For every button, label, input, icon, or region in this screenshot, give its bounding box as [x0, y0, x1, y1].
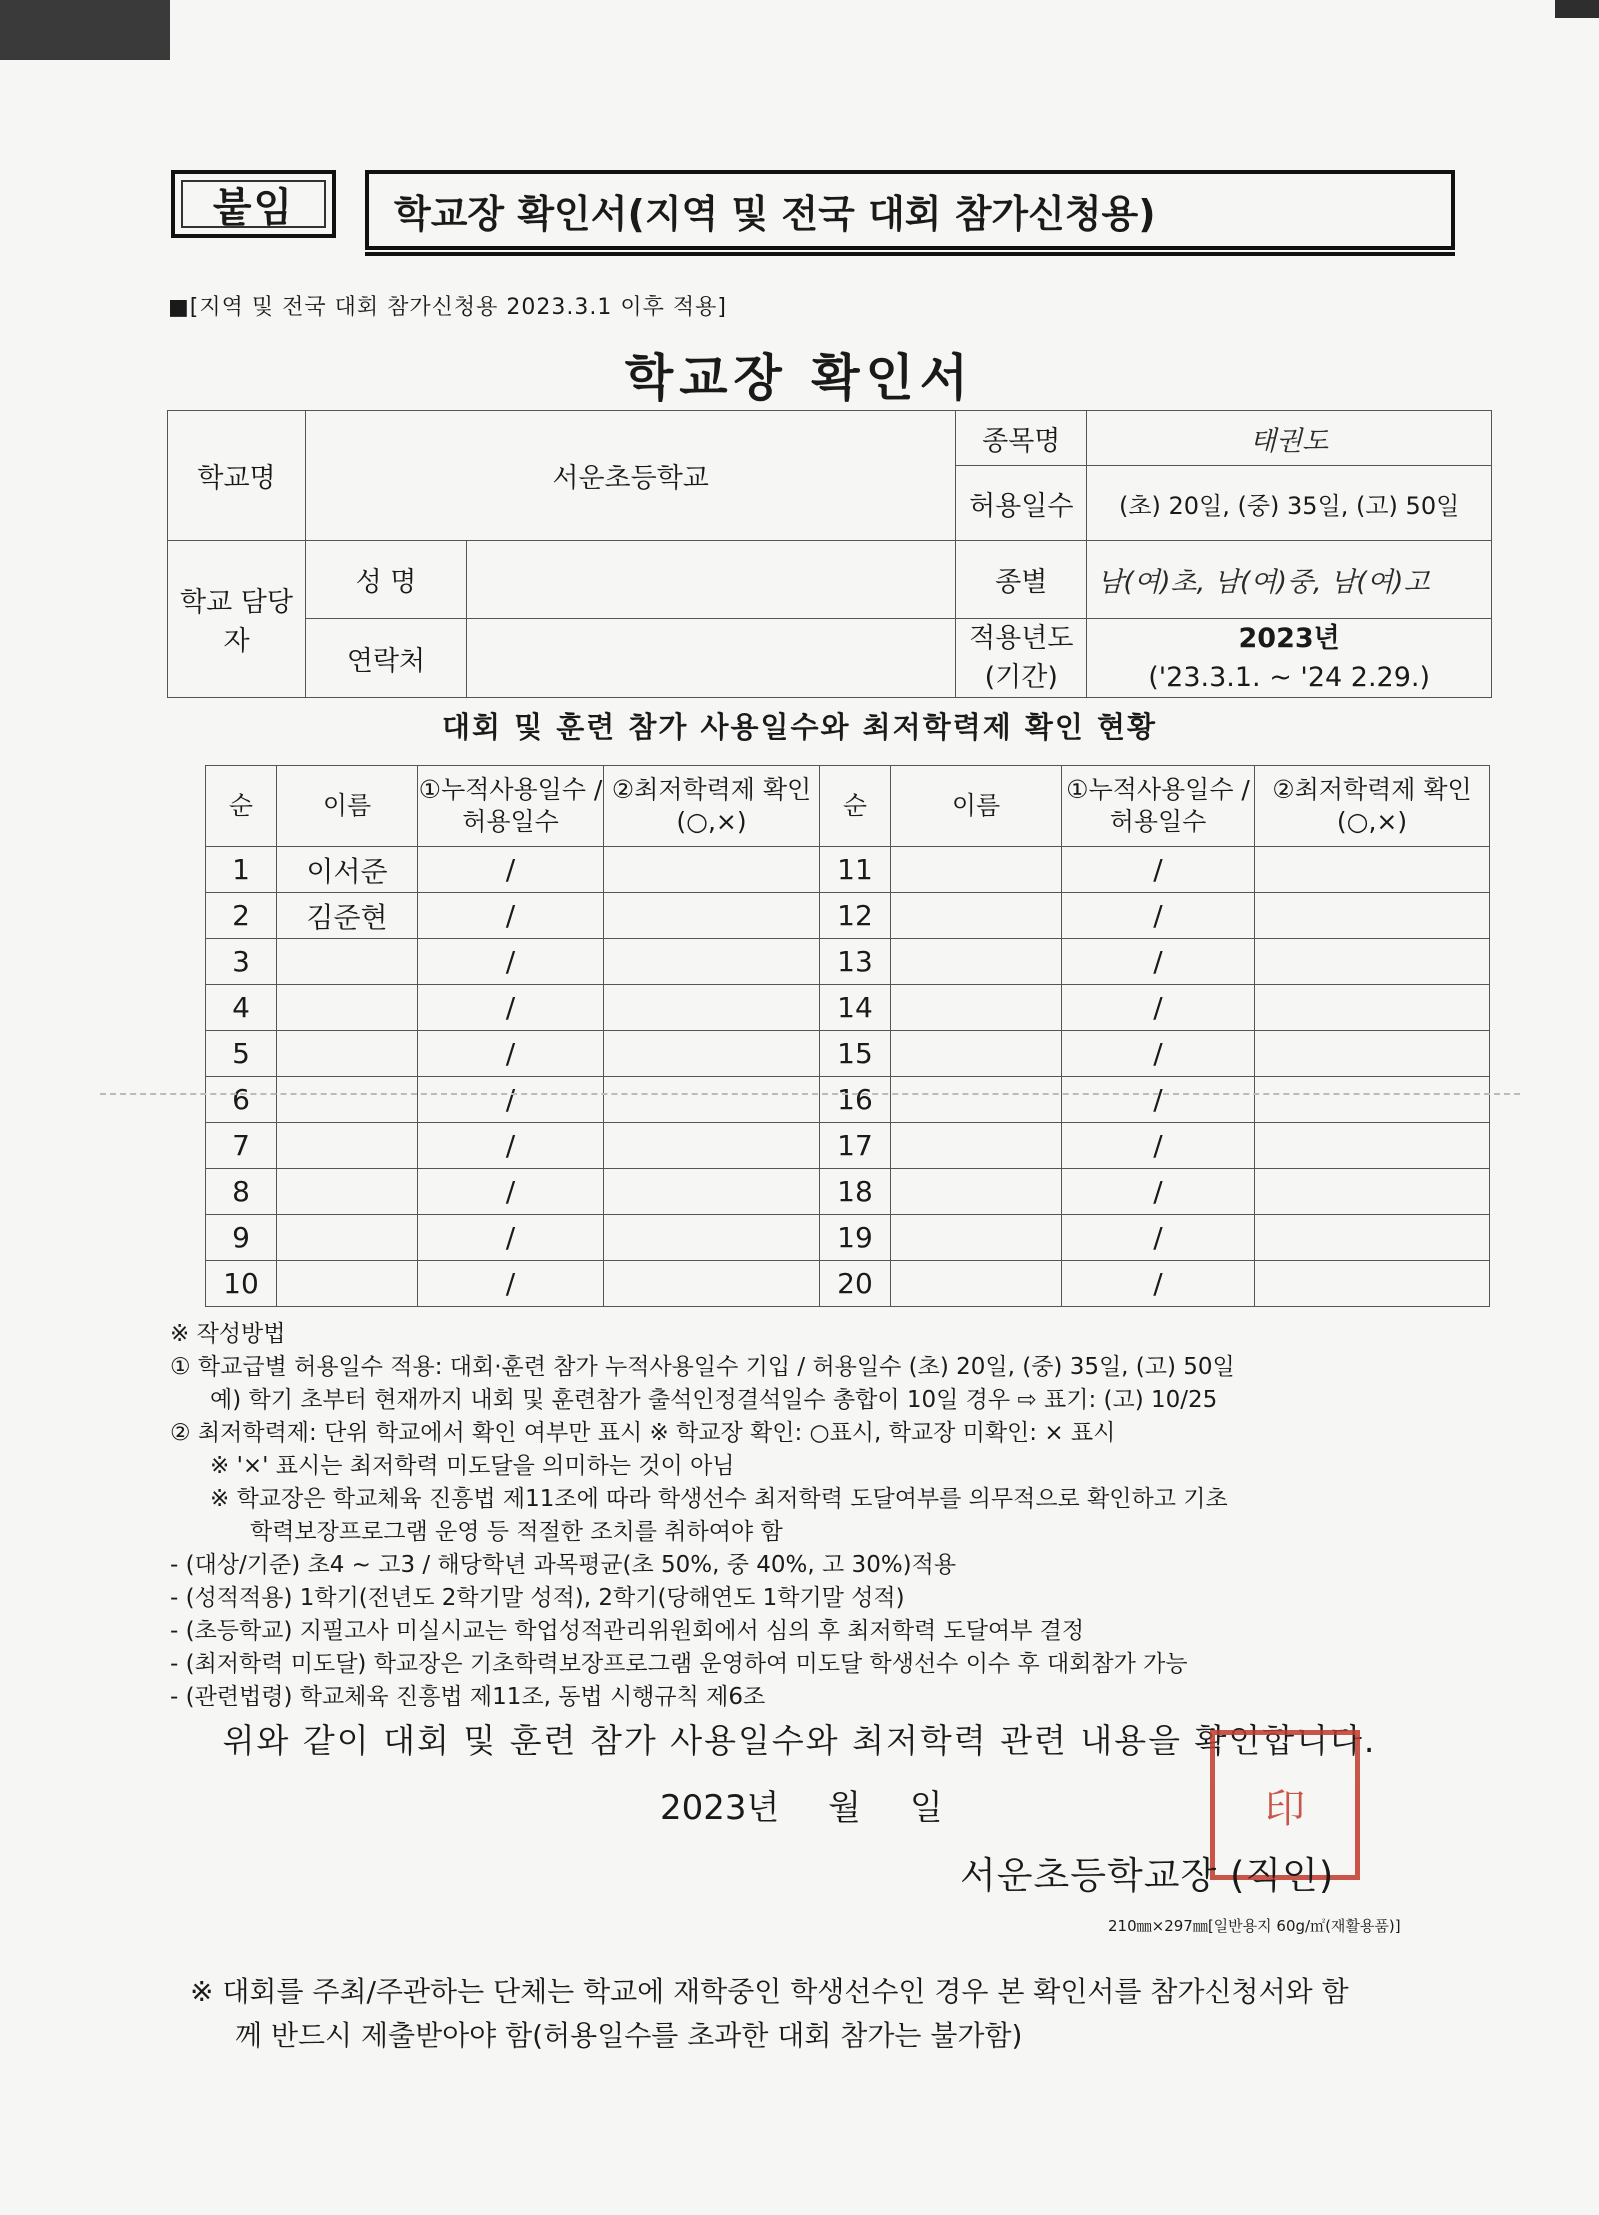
- table-row: [206, 847, 1490, 893]
- row-check: [1255, 893, 1490, 939]
- contact-label: 연락처: [306, 619, 467, 698]
- name-value: [467, 541, 956, 619]
- row-name: [891, 1123, 1062, 1169]
- col-name-2: 이름: [891, 766, 1062, 847]
- note-2b: ※ 학교장은 학교체육 진흥법 제11조에 따라 학생선수 최저학력 도달여부를 의무적으로 확인하고 기초: [210, 1486, 1228, 1512]
- row-no: 7: [206, 1123, 277, 1169]
- row-check: [1255, 1215, 1490, 1261]
- period-value: ('23.3.1. ~ '24 2.29.): [1148, 662, 1431, 694]
- athlete-table: [205, 765, 1490, 1307]
- row-check: [604, 939, 820, 985]
- notes-heading: ※ 작성방법: [170, 1321, 286, 1347]
- row-days: /: [418, 847, 604, 893]
- footer-line-1: ※ 대회를 주최/주관하는 단체는 학교에 재학중인 학생선수인 경우 본 확인서를 참가신청서와 함: [190, 1975, 1349, 2008]
- row-days: /: [418, 1215, 604, 1261]
- detail-4: - (최저학력 미도달) 학교장은 기초학력보장프로그램 운영하여 미도달 학생선수 이수 후 대회참가 가능: [170, 1651, 1188, 1677]
- row-check: [604, 847, 820, 893]
- table-row: [206, 985, 1490, 1031]
- row-name: [277, 1261, 418, 1307]
- col-check: ②최저학력제 확인(○,×): [604, 766, 820, 847]
- row-name: [891, 1077, 1062, 1123]
- detail-3: - (초등학교) 지필고사 미실시교는 학업성적관리위원회에서 심의 후 최저학력 도달여부 결정: [170, 1618, 1085, 1644]
- paper-spec: 210㎜×297㎜[일반용지 60g/㎡(재활용품)]: [1108, 1917, 1401, 1935]
- row-name: 김준현: [277, 893, 418, 939]
- col-no-2: 순: [820, 766, 891, 847]
- manager-label: 학교 담당자: [168, 541, 306, 698]
- row-check: [1255, 1169, 1490, 1215]
- row-check: [604, 1077, 820, 1123]
- year-value: 2023년: [1238, 623, 1340, 654]
- attachment-tag: [171, 170, 336, 238]
- row-no: 9: [206, 1215, 277, 1261]
- row-no: 2: [206, 893, 277, 939]
- row-check: [604, 1215, 820, 1261]
- row-check: [604, 985, 820, 1031]
- row-name: [891, 985, 1062, 1031]
- row-name: [277, 1215, 418, 1261]
- form-title: 학교장 확인서(지역 및 전국 대회 참가신청용): [394, 191, 1156, 236]
- col-days: ①누적사용일수 /허용일수: [418, 766, 604, 847]
- note-1: ① 학교급별 허용일수 적용: 대회·훈련 참가 누적사용일수 기입 / 허용일수 (초) 20일, (중) 35일, (고) 50일: [170, 1354, 1235, 1380]
- row-check: [604, 1169, 820, 1215]
- row-no: 12: [820, 893, 891, 939]
- row-no: 13: [820, 939, 891, 985]
- row-name: [891, 1031, 1062, 1077]
- col-name: 이름: [277, 766, 418, 847]
- row-check: [604, 1031, 820, 1077]
- table-row: [206, 1031, 1490, 1077]
- table-row: [206, 1215, 1490, 1261]
- row-name: [277, 1077, 418, 1123]
- row-check: [1255, 985, 1490, 1031]
- row-no: 10: [206, 1261, 277, 1307]
- detail-1: - (대상/기준) 초4 ~ 고3 / 해당학년 과목평균(초 50%, 중 40%, 고 30%)적용: [170, 1552, 957, 1578]
- row-no: 19: [820, 1215, 891, 1261]
- col-days-2: ①누적사용일수 /허용일수: [1062, 766, 1255, 847]
- row-no: 5: [206, 1031, 277, 1077]
- days-label: 허용일수: [956, 466, 1087, 541]
- applies-note: ■[지역 및 전국 대회 참가신청용 2023.3.1 이후 적용]: [168, 295, 727, 320]
- row-days: /: [1062, 1215, 1255, 1261]
- section-title: 대회 및 훈련 참가 사용일수와 최저학력제 확인 현황: [442, 710, 1157, 744]
- row-no: 14: [820, 985, 891, 1031]
- row-name: [277, 1031, 418, 1077]
- school-info-table: [167, 410, 1492, 698]
- corner-shadow: [0, 0, 170, 60]
- attachment-tag-label: 붙임: [212, 184, 295, 231]
- row-days: /: [1062, 1031, 1255, 1077]
- contact-value: [467, 619, 956, 698]
- row-check: [1255, 1261, 1490, 1307]
- row-days: /: [1062, 939, 1255, 985]
- note-2: ② 최저학력제: 단위 학교에서 확인 여부만 표시 ※ 학교장 확인: ○표시, 학교장 미확인: × 표시: [170, 1420, 1116, 1446]
- footer-note: [190, 1970, 1349, 2058]
- col-no: 순: [206, 766, 277, 847]
- row-days: /: [1062, 893, 1255, 939]
- fold-line: [100, 1093, 1520, 1095]
- row-check: [604, 893, 820, 939]
- official-seal-icon: 印: [1210, 1730, 1360, 1880]
- row-no: 8: [206, 1169, 277, 1215]
- row-days: /: [1062, 1077, 1255, 1123]
- row-days: /: [1062, 1169, 1255, 1215]
- row-no: 3: [206, 939, 277, 985]
- row-days: /: [418, 1261, 604, 1307]
- table-row: [206, 1123, 1490, 1169]
- row-no: 4: [206, 985, 277, 1031]
- year-label: 적용년도 (기간): [956, 619, 1087, 698]
- row-no: 18: [820, 1169, 891, 1215]
- name-label: 성 명: [306, 541, 467, 619]
- table-row: [206, 1261, 1490, 1307]
- row-days: /: [418, 1123, 604, 1169]
- row-days: /: [1062, 1261, 1255, 1307]
- row-name: [277, 985, 418, 1031]
- row-days: /: [418, 1031, 604, 1077]
- row-check: [604, 1123, 820, 1169]
- row-name: [891, 893, 1062, 939]
- table-row: [206, 1077, 1490, 1123]
- row-name: [891, 1261, 1062, 1307]
- row-check: [1255, 1077, 1490, 1123]
- year-cell: [1087, 619, 1492, 698]
- days-value: (초) 20일, (중) 35일, (고) 50일: [1087, 466, 1492, 541]
- detail-5: - (관련법령) 학교체육 진흥법 제11조, 동법 시행규칙 제6조: [170, 1684, 766, 1710]
- row-no: 20: [820, 1261, 891, 1307]
- row-days: /: [1062, 985, 1255, 1031]
- table-row: [206, 1169, 1490, 1215]
- row-days: /: [418, 1169, 604, 1215]
- school-label: 학교명: [168, 411, 306, 541]
- document-title: 학교장 확인서: [624, 349, 975, 407]
- row-name: [891, 939, 1062, 985]
- category-value: 남(여)초, 남(여)중, 남(여)고: [1087, 541, 1492, 619]
- row-days: /: [418, 939, 604, 985]
- row-check: [604, 1261, 820, 1307]
- row-no: 16: [820, 1077, 891, 1123]
- col-check-2: ②최저학력제 확인(○,×): [1255, 766, 1490, 847]
- row-no: 6: [206, 1077, 277, 1123]
- note-2a: ※ '×' 표시는 최저학력 미도달을 의미하는 것이 아님: [210, 1453, 735, 1479]
- school-value: 서운초등학교: [306, 411, 956, 541]
- row-check: [1255, 1123, 1490, 1169]
- sport-label: 종목명: [956, 411, 1087, 466]
- row-name: [891, 1215, 1062, 1261]
- note-1-example: 예) 학기 초부터 현재까지 내회 및 훈련참가 출석인정결석일수 총합이 10일 경우 ⇨ 표기: (고) 10/25: [210, 1387, 1218, 1413]
- row-days: /: [1062, 847, 1255, 893]
- row-check: [1255, 1031, 1490, 1077]
- row-days: /: [418, 893, 604, 939]
- confirmation-statement: 위와 같이 대회 및 훈련 참가 사용일수와 최저학력 관련 내용을 확인합니다.: [222, 1721, 1377, 1760]
- category-label: 종별: [956, 541, 1087, 619]
- sport-value: 태권도: [1087, 411, 1492, 466]
- row-name: [277, 1123, 418, 1169]
- note-2c: 학력보장프로그램 운영 등 적절한 조치를 취하여야 함: [250, 1519, 783, 1545]
- row-days: /: [1062, 1123, 1255, 1169]
- row-no: 17: [820, 1123, 891, 1169]
- row-no: 15: [820, 1031, 891, 1077]
- table-row: [206, 893, 1490, 939]
- row-no: 1: [206, 847, 277, 893]
- row-name: [277, 1169, 418, 1215]
- date-line: 2023년 월 일: [660, 1788, 943, 1828]
- signer: 서운초등학교장 (직인): [960, 1854, 1335, 1897]
- row-name: [891, 1169, 1062, 1215]
- footer-line-2: 께 반드시 제출받아야 함(허용일수를 초과한 대회 참가는 불가함): [235, 2019, 1023, 2052]
- table-row: [206, 939, 1490, 985]
- form-title-box: [365, 170, 1455, 250]
- athlete-table-header: [206, 766, 1490, 847]
- row-name: 이서준: [277, 847, 418, 893]
- row-check: [1255, 939, 1490, 985]
- row-days: /: [418, 985, 604, 1031]
- row-days: /: [418, 1077, 604, 1123]
- detail-2: - (성적적용) 1학기(전년도 2학기말 성적), 2학기(당해연도 1학기말 성적): [170, 1585, 905, 1611]
- row-no: 11: [820, 847, 891, 893]
- notes-section: [170, 1318, 1500, 1714]
- row-name: [277, 939, 418, 985]
- corner-shadow-right: [1555, 0, 1599, 18]
- row-name: [891, 847, 1062, 893]
- row-check: [1255, 847, 1490, 893]
